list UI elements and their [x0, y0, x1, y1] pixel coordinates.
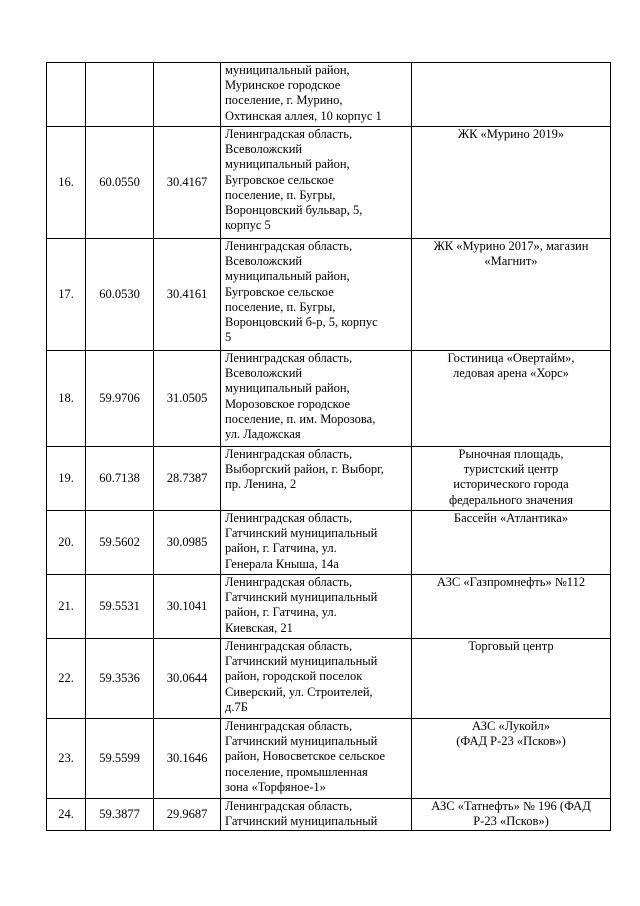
address-line: Гатчинский муниципальный [225, 526, 378, 541]
address-line: Ленинградская область, [225, 799, 353, 813]
object-line: Гостиница «Овертайм», [447, 351, 575, 365]
object-cell [412, 239, 611, 351]
address-cell [221, 447, 412, 511]
address-line: Гатчинский муниципальный [225, 590, 378, 605]
table-row [47, 127, 611, 239]
address-line: Ленинградская область, [225, 639, 353, 653]
address-line: поселение, г. Мурино, [225, 93, 343, 108]
object-line: исторического города [453, 477, 569, 492]
address-line: Охтинская аллея, 10 корпус 1 [225, 108, 382, 123]
address-line: Бугровское сельское [225, 172, 334, 187]
address-cell [221, 575, 412, 639]
table-row [47, 239, 611, 351]
table-row [47, 63, 611, 127]
address-line: Ленинградская область, [225, 447, 353, 461]
row-number-cell: 24. [47, 799, 86, 831]
address-line: Всеволожский [225, 142, 303, 157]
latitude-cell: 59.5531 [86, 575, 154, 639]
object-cell [412, 575, 611, 639]
address-line: Морозовское городское [225, 396, 351, 411]
latitude-cell: 60.0550 [86, 127, 154, 239]
object-cell [412, 447, 611, 511]
object-line: ЖК «Мурино 2017», магазин [433, 239, 589, 253]
longitude-cell: 30.1041 [154, 575, 221, 639]
object-cell [412, 719, 611, 799]
address-line: Ленинградская область, [225, 351, 353, 365]
locations-table [46, 62, 611, 831]
address-line: муниципальный район, [225, 381, 350, 396]
object-line: (ФАД Р-23 «Псков») [456, 734, 566, 749]
row-number-cell [47, 63, 86, 127]
row-number-cell: 20. [47, 511, 86, 575]
object-cell [412, 127, 611, 239]
longitude-cell: 29.9687 [154, 799, 221, 831]
longitude-cell: 30.0644 [154, 639, 221, 719]
longitude-cell: 31.0505 [154, 351, 221, 447]
address-line: Воронцовский б-р, 5, корпус [225, 315, 378, 330]
address-line: поселение, п. Бугры, [225, 299, 336, 314]
table-body [47, 63, 611, 831]
address-cell [221, 639, 412, 719]
object-cell [412, 799, 611, 831]
table-row [47, 719, 611, 799]
table-row [47, 511, 611, 575]
address-line: Всеволожский [225, 254, 303, 269]
longitude-cell: 30.4161 [154, 239, 221, 351]
object-line: АЗС «Газпромнефть» №112 [436, 575, 586, 589]
latitude-cell: 59.5602 [86, 511, 154, 575]
address-line: Воронцовский бульвар, 5, [225, 203, 363, 218]
row-number-cell: 19. [47, 447, 86, 511]
address-cell [221, 239, 412, 351]
address-cell [221, 351, 412, 447]
object-line: Бассейн «Атлантика» [453, 511, 569, 525]
longitude-cell: 30.0985 [154, 511, 221, 575]
object-cell [412, 639, 611, 719]
table-row [47, 575, 611, 639]
longitude-cell: 30.4167 [154, 127, 221, 239]
object-cell [412, 511, 611, 575]
address-line: поселение, промышленная [225, 764, 368, 779]
address-line: район, г. Гатчина, ул. [225, 541, 337, 556]
object-cell [412, 63, 611, 127]
address-line: Гатчинский муниципальный [225, 814, 378, 829]
table-row [47, 799, 611, 831]
object-line: Торговый центр [468, 639, 554, 653]
address-cell [221, 799, 412, 831]
latitude-cell: 60.7138 [86, 447, 154, 511]
object-line: ЖК «Мурино 2019» [457, 127, 565, 141]
address-line: муниципальный район, [225, 269, 350, 284]
address-line: Гатчинский муниципальный [225, 654, 378, 669]
object-line: АЗС «Лукойл» [472, 719, 550, 733]
object-line: туристский центр [463, 462, 559, 477]
row-number-cell: 21. [47, 575, 86, 639]
object-cell [412, 351, 611, 447]
address-cell [221, 511, 412, 575]
object-line: ледовая арена «Хорс» [453, 366, 569, 381]
object-line: «Магнит» [484, 254, 538, 269]
address-line: район, г. Гатчина, ул. [225, 605, 337, 620]
row-number-cell: 17. [47, 239, 86, 351]
address-line: Ленинградская область, [225, 127, 353, 141]
address-line: ул. Ладожская [225, 427, 301, 442]
latitude-cell: 60.0530 [86, 239, 154, 351]
address-line: Ленинградская область, [225, 511, 353, 525]
latitude-cell: 59.5599 [86, 719, 154, 799]
longitude-cell: 30.1646 [154, 719, 221, 799]
table-row [47, 447, 611, 511]
latitude-cell: 59.9706 [86, 351, 154, 447]
address-line: район, городской поселок [225, 669, 363, 684]
address-line: Ленинградская область, [225, 719, 353, 733]
latitude-cell [86, 63, 154, 127]
longitude-cell [154, 63, 221, 127]
address-line: корпус 5 [225, 218, 271, 233]
address-line: поселение, п. им. Морозова, [225, 411, 376, 426]
object-line: Рыночная площадь, [458, 447, 564, 461]
address-line: Всеволожский [225, 366, 303, 381]
address-line: зона «Торфяное-1» [225, 779, 326, 794]
row-number-cell: 22. [47, 639, 86, 719]
address-cell [221, 719, 412, 799]
address-line: Ленинградская область, [225, 239, 353, 253]
address-line: Ленинградская область, [225, 575, 353, 589]
address-line: Киевская, 21 [225, 620, 293, 635]
address-cell [221, 63, 412, 127]
address-line: 5 [225, 330, 232, 345]
address-line: Генерала Кныша, 14а [225, 556, 339, 571]
longitude-cell: 28.7387 [154, 447, 221, 511]
table-row [47, 639, 611, 719]
row-number-cell: 23. [47, 719, 86, 799]
address-line: Бугровское сельское [225, 284, 334, 299]
object-line: АЗС «Татнефть» № 196 (ФАД [431, 799, 591, 813]
address-cell [221, 127, 412, 239]
address-line: Сиверский, ул. Строителей, [225, 684, 373, 699]
address-line: муниципальный район, [225, 157, 350, 172]
address-line: поселение, п. Бугры, [225, 187, 336, 202]
object-line: Р-23 «Псков») [473, 814, 549, 829]
address-line: Муринское городское [225, 78, 341, 93]
address-line: муниципальный район, [225, 63, 350, 77]
address-line: д.7Б [225, 699, 248, 714]
address-line: Выборгский район, г. Выборг, [225, 462, 384, 477]
address-line: район, Новосветское сельское [225, 749, 386, 764]
table-row [47, 351, 611, 447]
row-number-cell: 16. [47, 127, 86, 239]
latitude-cell: 59.3877 [86, 799, 154, 831]
address-line: Гатчинский муниципальный [225, 734, 378, 749]
address-line: пр. Ленина, 2 [225, 477, 297, 492]
row-number-cell: 18. [47, 351, 86, 447]
object-line: федерального значения [448, 492, 573, 507]
latitude-cell: 59.3536 [86, 639, 154, 719]
